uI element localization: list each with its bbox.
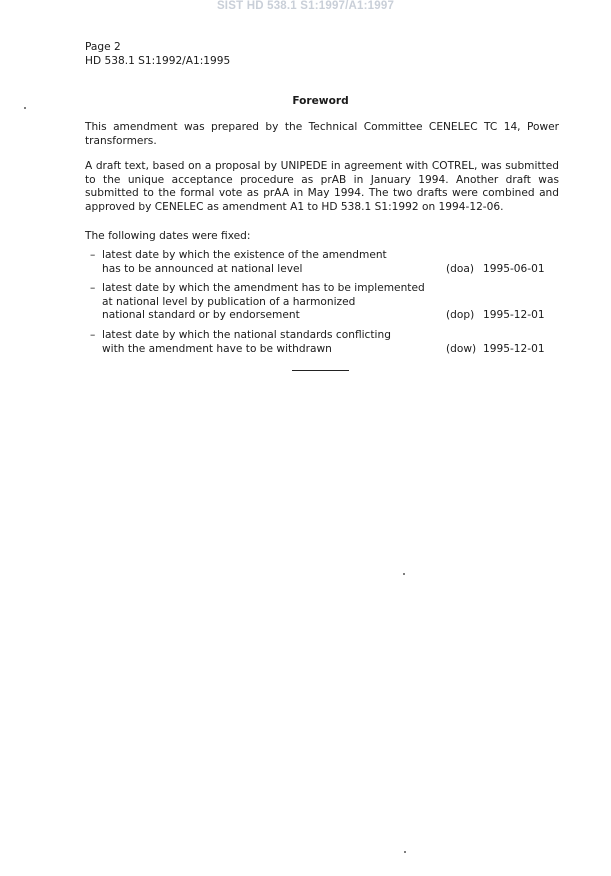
date-item-text [102,249,442,276]
date-value: 1995-12-01 [483,342,545,355]
date-item-line: latest date by which the national standards conflicting [102,329,391,341]
paragraph-draft-history: A draft text, based on a proposal by UNIPEDE in agreement with COTREL, was submitted to the unique acceptance procedure as prAB in January 1994. Another draft was submitted to the formal vote as prAA in May 1994. The two drafts were combined and approved by CENELEC as amendment A1 to HD 538.1 S1:1992 on 1994-12-06. [85,160,559,213]
date-item-line: national standard or by endorsement [102,309,300,321]
paragraph-preparation: This amendment was prepared by the Technical Committee CENELEC TC 14, Power transformers. [85,121,559,147]
date-item-line: has to be announced at national level [102,262,303,275]
date-value: 1995-06-01 [483,262,545,275]
list-dash: – [90,329,96,341]
page-header [85,41,230,68]
date-item-line: with the amendment have to be withdrawn [102,342,332,355]
date-code: (dop) [446,309,475,321]
date-item-doa [90,249,550,279]
page-number: Page 2 [85,41,121,53]
scan-speck [403,573,405,575]
date-value: 1995-12-01 [483,309,545,321]
date-code: (doa) [446,262,474,275]
date-item-text [102,282,442,323]
date-code: (dow) [446,342,477,355]
list-dash: – [90,249,96,261]
date-item-text [102,329,442,356]
list-dash: – [90,282,96,294]
scan-speck [24,107,26,109]
date-item-line: latest date by which the existence of the amendment [102,249,387,261]
section-title: Foreword [292,95,349,107]
end-rule [292,370,349,371]
dates-intro: The following dates were fixed: [85,230,251,242]
document-reference: HD 538.1 S1:1992/A1:1995 [85,54,231,67]
date-item-dop [90,282,550,326]
date-item-line: latest date by which the amendment has to be implemented [102,282,425,294]
scan-speck [404,851,406,853]
date-item-line: at national level by publication of a harmonized [102,295,356,308]
watermark: SIST HD 538.1 S1:1997/A1:1997 [216,0,395,12]
date-item-dow [90,329,550,359]
